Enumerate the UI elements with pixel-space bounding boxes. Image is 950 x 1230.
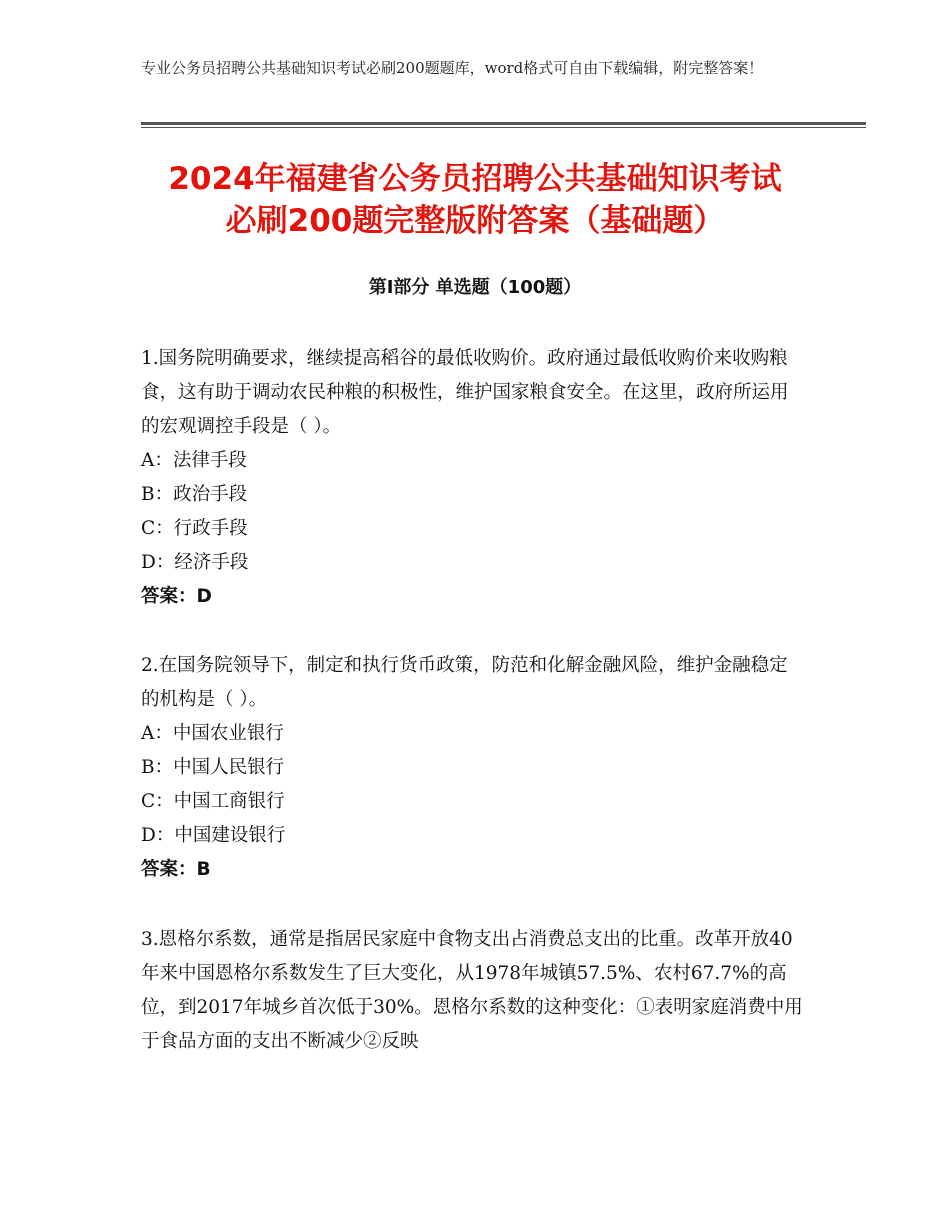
option-b: B：中国人民银行 (141, 757, 285, 778)
question-stem: 1.国务院明确要求，继续提高稻谷的最低收购价。政府通过最低收购价来收购粮食，这有助于调动农民种粮的积极性，维护国家粮食安全。在这里，政府所运用的宏观调控手段是（ ）。 (141, 348, 789, 437)
document-title (60, 158, 890, 242)
option-a: A：法律手段 (141, 450, 247, 471)
question-stem: 3.恩格尔系数，通常是指居民家庭中食物支出占消费总支出的比重。改革开放40年来中国恩格尔系数发生了巨大变化，从1978年城镇57.5%、农村67.7%的高位，到2017年城乡首次低于30%。恩格尔系数的这种变化：①表明家庭消费中用于食品方面的支出不断减少②反映 (141, 929, 803, 1052)
option-d: D：经济手段 (141, 552, 249, 573)
section-title: 第Ⅰ部分 单选题（100题） (368, 277, 582, 298)
question-2 (141, 649, 806, 887)
option-c: C：中国工商银行 (141, 791, 285, 812)
answer-label: 答案：B (141, 859, 211, 880)
question-stem: 2.在国务院领导下，制定和执行货币政策，防范和化解金融风险，维护金融稳定的机构是（ ）。 (141, 655, 788, 710)
header-note: 专业公务员招聘公共基础知识考试必刷200题题库，word格式可自由下载编辑，附完整答案！ (141, 59, 764, 77)
question-3 (141, 923, 806, 1059)
header-rule-thin (141, 127, 866, 128)
answer-label: 答案：D (141, 586, 212, 607)
header-rule-thick (141, 122, 866, 125)
option-a: A：中国农业银行 (141, 723, 284, 744)
question-1 (141, 342, 806, 614)
option-b: B：政治手段 (141, 484, 248, 505)
document-title-line-2: 必刷200题完整版附答案（基础题） (225, 203, 725, 239)
option-c: C：行政手段 (141, 518, 248, 539)
document-title-line-1: 2024年福建省公务员招聘公共基础知识考试 (168, 161, 782, 197)
option-d: D：中国建设银行 (141, 825, 286, 846)
